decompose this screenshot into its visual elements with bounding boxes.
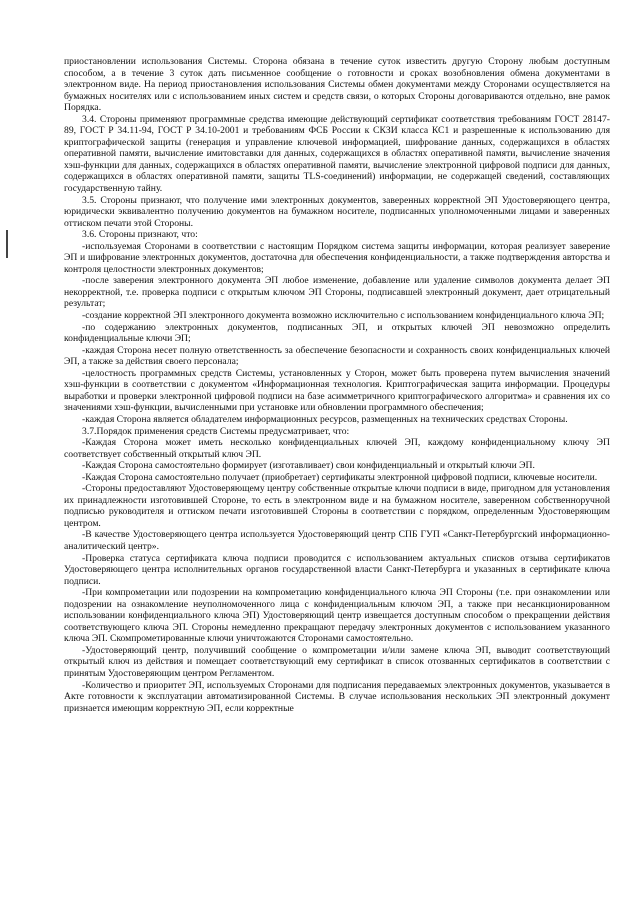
list-item: -Каждая Сторона самостоятельно получает (приобретает) сертификаты электронной цифровой подписи, ключевые носители.	[82, 471, 598, 483]
list-item: -Количество и приоритет ЭП, используемых Сторонами для подписания передаваемых электронных документов, указывается в Акте готовности к эксплуатации автоматизированной Системы. В случае использования нескольких ЭП электронный документ признается имеющим корректную ЭП, если корректные	[64, 679, 610, 714]
list-item: -по содержанию электронных документов, подписанных ЭП, и открытых ключей ЭП невозможно определить конфиденциальные ключи ЭП;	[64, 321, 610, 345]
paragraph-3-5: 3.5. Стороны признают, что получение ими электронных документов, заверенных корректной ЭП Удостоверяющего центра, юридически эквивалентно получению документов на бумажном носителе, подписанных уполномоченными лицами и заверенных оттиском печати этой Стороны.	[64, 194, 610, 229]
paragraph: приостановлении использования Системы. Сторона обязана в течение суток известить другую Сторону любым доступным способом, а в течение 3 суток дать письменное сообщение о готовности и сроках возобновления обмена документами в электронном виде. На период приостановления использования Системы обмен документами между Сторонами осуществляется на бумажных носителях или с использованием иных систем и средств связи, о которых Стороны договариваются отдельно, вне рамок Порядка.	[64, 56, 610, 114]
list-item: -целостность программных средств Системы, установленных у Сторон, может быть проверена путем вычисления значений хэш-функции в соответствии с документом «Информационная технология. Криптографическая защита информации. Процедуры выработки и проверки электронной цифровой подписи на базе асимметричного криптографического алгоритма» и сравнения их со значениями хэш-функции, вычисленными при установке или обновлении программного обеспечения;	[64, 367, 610, 414]
list-item: -При компрометации или подозрении на компрометацию конфиденциального ключа ЭП Стороны (т.е. при ознакомлении или подозрении на ознакомление неуполномоченного лица с конфиденциальным ключом ЭП, а также при несанкционированном использовании конфиденциального ключа ЭП) Удостоверяющий центр извещается доступным способом о прекращении действия соответствующего ключа ЭП. Стороны немедленно прекращают передачу электронных документов с использованием указанного ключа ЭП. Скомпрометированные ключи уничтожаются Сторонами самостоятельно.	[64, 587, 610, 645]
list-item: -используемая Сторонами в соответствии с настоящим Порядком система защиты информации, которая реализует заверение ЭП и шифрование электронных документов, достаточна для обеспечения конфиденциальности, а также подтверждения авторства и контроля целостности электронных документов;	[64, 240, 610, 275]
list-item: -В качестве Удостоверяющего центра используется Удостоверяющий центр СПБ ГУП «Санкт-Петербургский информационно-аналитический центр».	[64, 529, 610, 552]
list-item: -каждая Сторона является обладателем информационных ресурсов, размещенных на технических средствах Стороны.	[82, 413, 568, 425]
margin-mark	[6, 230, 8, 258]
list-item: -создание корректной ЭП электронного документа возможно исключительно с использованием конфиденциального ключа ЭП;	[82, 310, 605, 322]
paragraph-3-6: 3.6. Стороны признают, что:	[82, 229, 198, 241]
list-item: -Каждая Сторона самостоятельно формирует (изготавливает) свои конфиденциальный и открытый ключи ЭП.	[82, 460, 535, 472]
list-item: -после заверения электронного документа ЭП любое изменение, добавление или удаление символов документа делает ЭП некорректной, т.е. проверка подписи с открытым ключом ЭП Стороны, подписавшей электронный документ, дает отрицательный результат;	[64, 275, 610, 310]
paragraph-3-7: 3.7.Порядок применения средств Системы предусматривает, что:	[82, 425, 350, 437]
document-body	[64, 56, 610, 714]
list-item: -Удостоверяющий центр, получивший сообщение о компрометации и/или замене ключа ЭП, выводит соответствующий открытый ключ из действия и помещает соответствующий ему сертификат в список отозванных сертификатов в соответствии с принятым Удостоверяющим центром Регламентом.	[64, 644, 610, 679]
paragraph-3-4: 3.4. Стороны применяют программные средства имеющие действующий сертификат соответствия требованиям ГОСТ 28147-89, ГОСТ Р 34.11-94, ГОСТ Р 34.10-2001 и требованиям ФСБ России к СКЗИ класса КС1 и разрешенные к использованию для криптографической защиты (генерация и управление ключевой информацией, шифрование данных, содержащихся в областях оперативной памяти, вычисление имитовставки для данных, содержащихся в областях оперативной памяти, вычисление значения хэш-функции для данных, содержащихся в областях оперативной памяти, вычисление электронной цифровой подписи для данных, содержащихся в областях оперативной памяти, защиты TLS-соединений) информации, не содержащей сведений, составляющих государственную тайну.	[64, 113, 610, 195]
list-item: -Проверка статуса сертификата ключа подписи проводится с использованием актуальных списков отзыва сертификатов Удостоверяющего центра исполнительных органов государственной власти Санкт-Петербурга и указанных в сертификате ключа подписи.	[64, 552, 610, 587]
list-item: -Стороны предоставляют Удостоверяющему центру собственные открытые ключи подписи в виде, пригодном для установления их принадлежности изготовившей Стороне, то есть в электронном виде и на бумажном носителе, заверенном собственноручной подписью руководителя и оттиском печати изготовившей Стороны в соответствии с порядком, определенным Удостоверяющим центром.	[64, 483, 610, 529]
list-item: -каждая Сторона несет полную ответственность за обеспечение безопасности и сохранность своих конфиденциальных ключей ЭП, а также за действия своего персонала;	[64, 344, 610, 368]
list-item: -Каждая Сторона может иметь несколько конфиденциальных ключей ЭП, каждому конфиденциальному ключу ЭП соответствует собственный открытый ключ ЭП.	[64, 437, 610, 460]
